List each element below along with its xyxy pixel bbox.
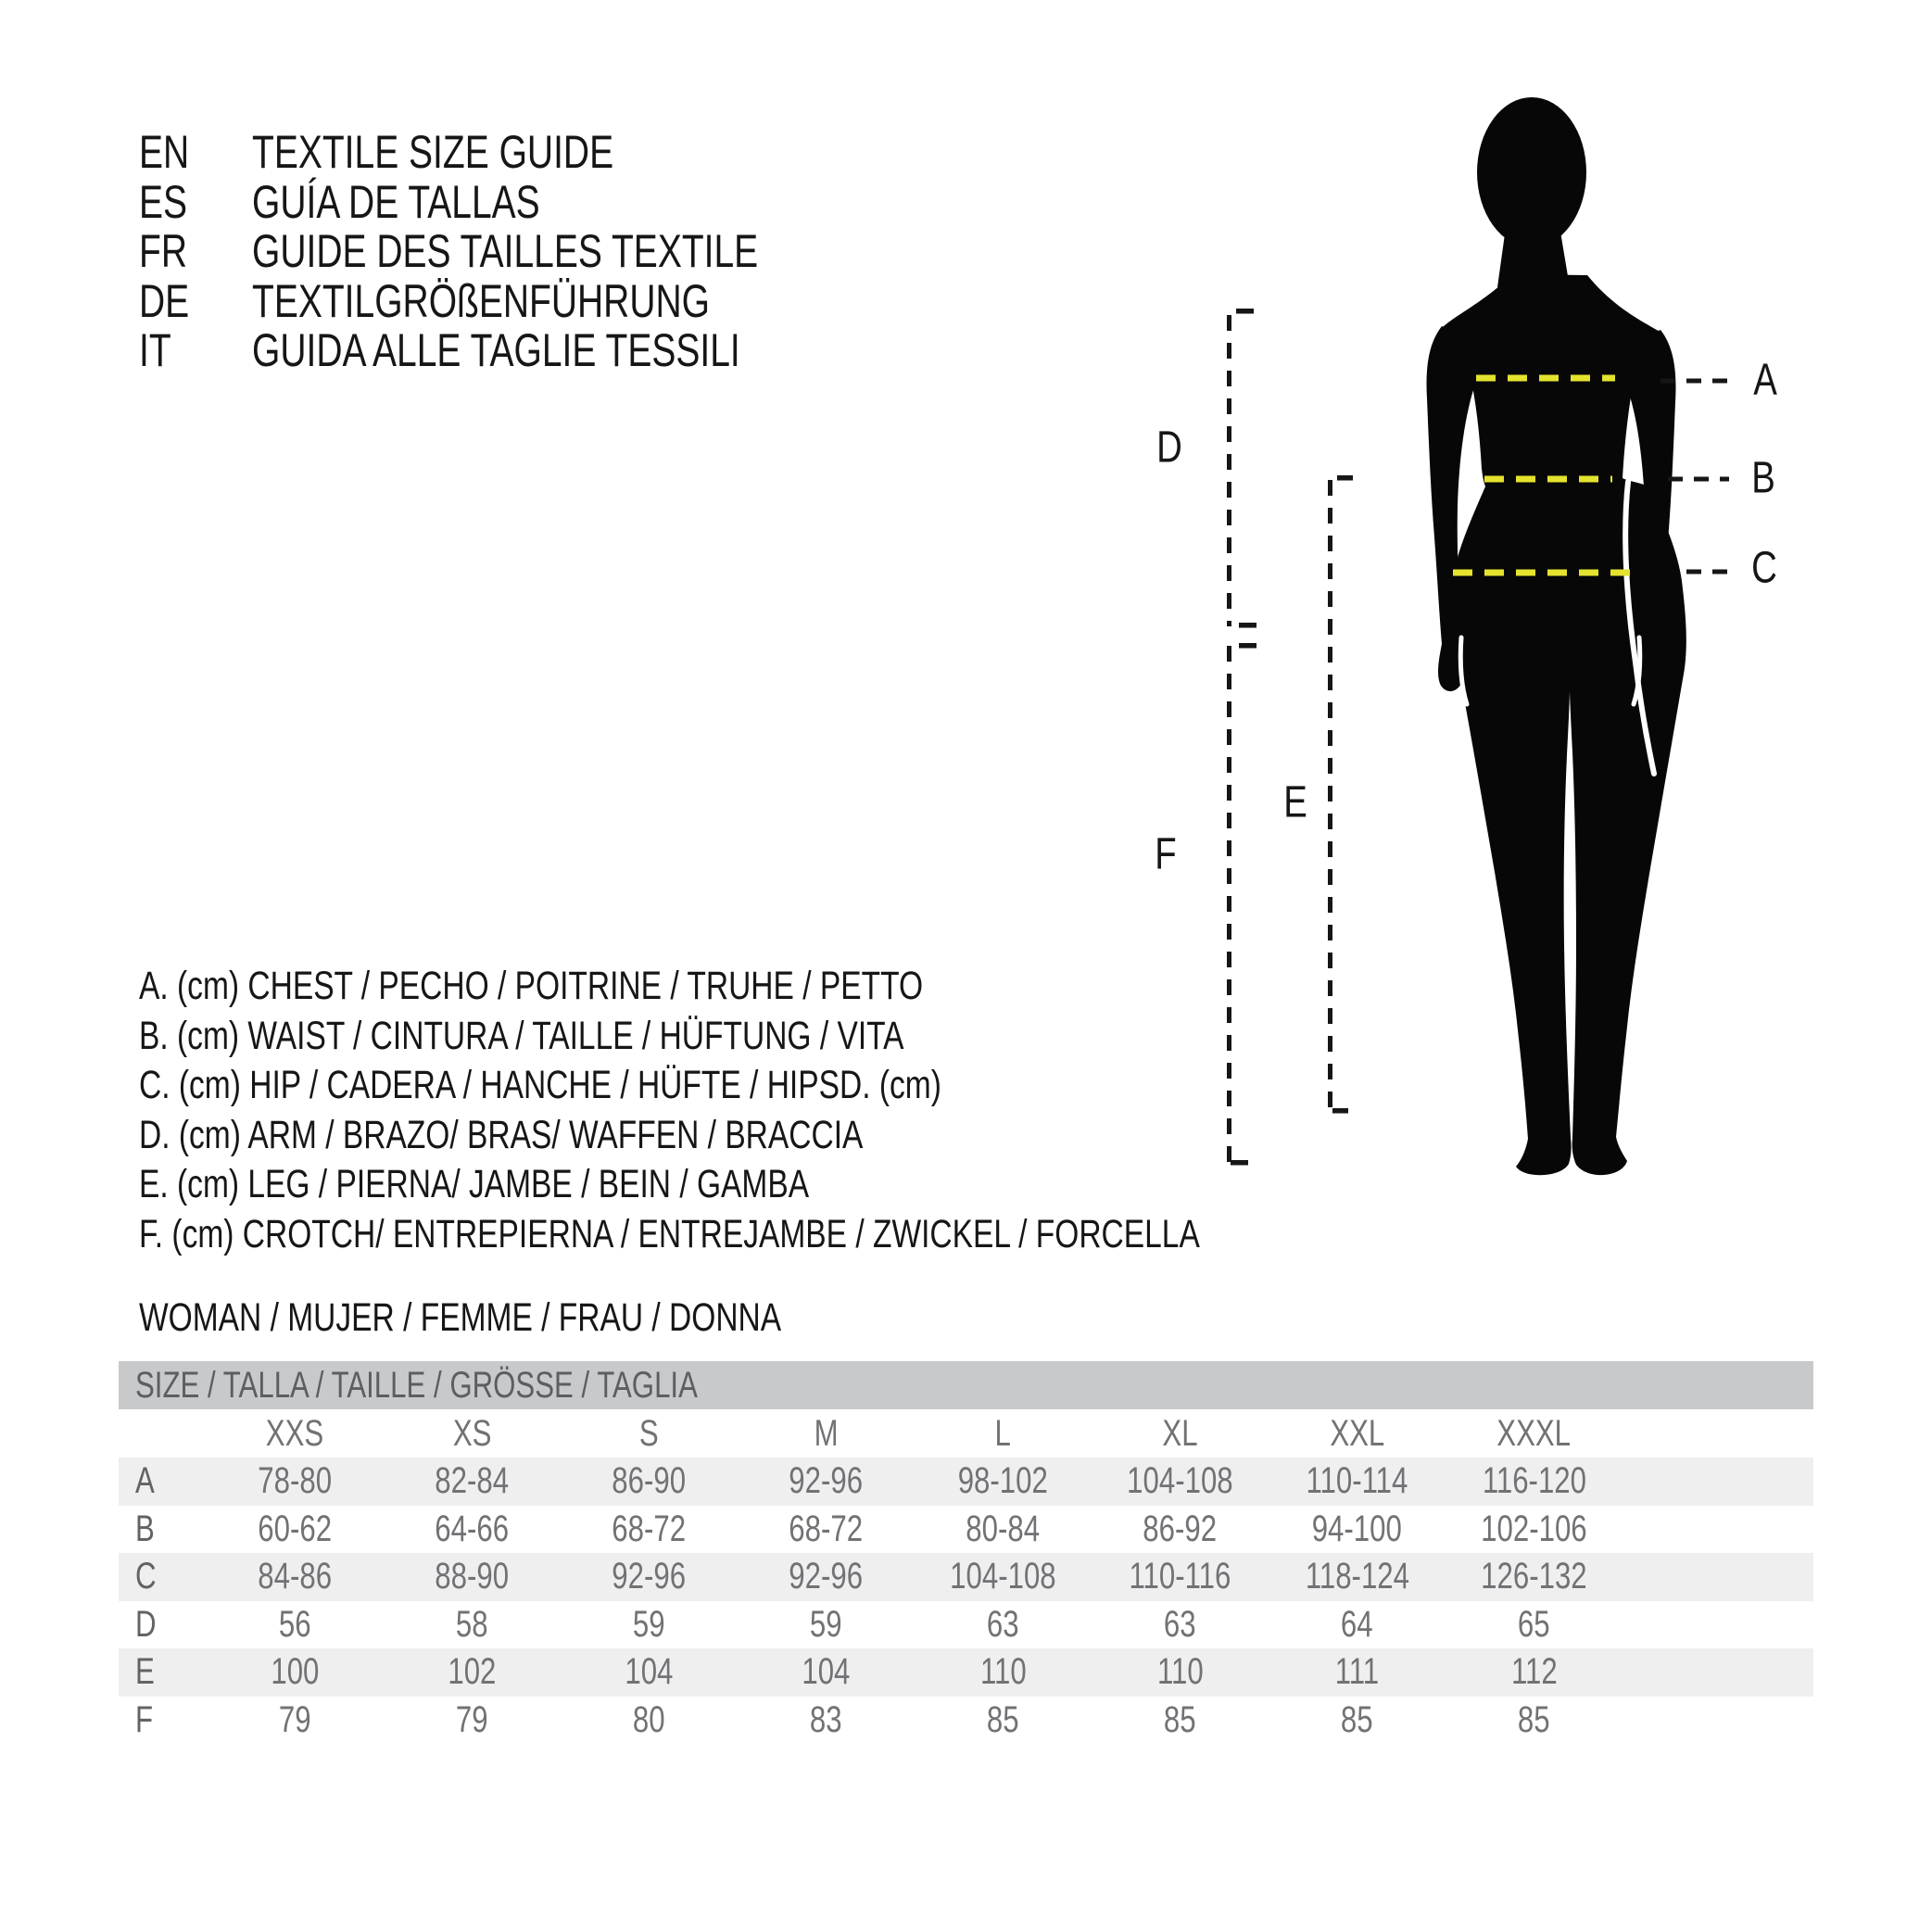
- table-cell-text: 85: [1341, 1698, 1373, 1740]
- figure-letter-waist: B: [1751, 453, 1775, 503]
- table-cell: [738, 1508, 915, 1550]
- woman-silhouette-figure: [1140, 83, 1853, 1195]
- table-cell: [1092, 1651, 1269, 1693]
- table-row: [119, 1553, 1813, 1601]
- table-cell-text: 63: [1164, 1603, 1196, 1645]
- table-cell: [384, 1556, 561, 1597]
- table-cell: [1269, 1604, 1446, 1646]
- table-cell-text: 104-108: [1127, 1460, 1233, 1502]
- table-cell: [1269, 1460, 1446, 1502]
- table-cell-text: 110-116: [1129, 1556, 1231, 1597]
- table-cell: [561, 1699, 738, 1741]
- table-cell-text: 110-114: [1306, 1460, 1408, 1502]
- language-code: [139, 175, 201, 228]
- size-column-header-text: XL: [1162, 1412, 1198, 1454]
- language-code-text: FR: [139, 225, 187, 277]
- language-title: [252, 274, 839, 327]
- table-cell: [1269, 1556, 1446, 1597]
- table-cell-text: 82-84: [435, 1460, 510, 1502]
- figure-letter-leg: E: [1283, 777, 1307, 827]
- gender-heading-text: WOMAN / MUJER / FEMME / FRAU / DONNA: [139, 1295, 782, 1340]
- table-cell: [1269, 1651, 1446, 1693]
- table-cell-text: 100: [271, 1651, 320, 1693]
- size-column-header: [1269, 1413, 1446, 1455]
- language-title-text: TEXTILGRÖßENFÜHRUNG: [252, 274, 711, 327]
- table-cell-text: 118-124: [1305, 1556, 1409, 1597]
- size-column-header-text: XS: [452, 1412, 492, 1454]
- table-cell-text: 86-92: [1143, 1508, 1218, 1549]
- table-row: [119, 1697, 1813, 1745]
- row-label-text: C: [135, 1556, 157, 1597]
- table-cell: [1092, 1460, 1269, 1502]
- table-row: [119, 1458, 1813, 1506]
- row-label-text: A: [135, 1460, 155, 1502]
- table-cell: [561, 1604, 738, 1646]
- table-cell: [561, 1651, 738, 1693]
- table-cell: [1269, 1699, 1446, 1741]
- table-cell: [207, 1460, 384, 1502]
- table-cell: [915, 1460, 1092, 1502]
- table-cell-text: 79: [456, 1698, 488, 1740]
- table-cell: [738, 1651, 915, 1693]
- table-cell: [915, 1556, 1092, 1597]
- language-code: [139, 326, 180, 376]
- table-cell-text: 102: [448, 1651, 497, 1693]
- table-cell: [738, 1556, 915, 1597]
- table-cell: [1446, 1699, 1623, 1741]
- table-cell-text: 112: [1510, 1651, 1558, 1693]
- table-cell: [207, 1651, 384, 1693]
- language-title-text: GUIDA ALLE TAGLIE TESSILI: [252, 324, 740, 376]
- table-cell-text: 80: [633, 1698, 665, 1740]
- size-column-header-text: S: [639, 1412, 659, 1454]
- table-row: [119, 1506, 1813, 1554]
- table-cell-text: 59: [633, 1603, 665, 1645]
- gender-heading: [139, 1294, 963, 1343]
- size-table-header-bar: [119, 1361, 1813, 1409]
- measure-legend-text: F. (cm) CROTCH/ ENTREPIERNA / ENTREJAMBE / ZWICKEL / FORCELLA: [139, 1211, 1200, 1256]
- figure-letter-chest: A: [1753, 355, 1777, 405]
- table-cell: [384, 1699, 561, 1741]
- size-column-header: [1092, 1413, 1269, 1455]
- measure-ticks: [1231, 309, 1353, 1166]
- table-cell: [1092, 1556, 1269, 1597]
- table-row: [119, 1601, 1813, 1649]
- table-cell: [561, 1460, 738, 1502]
- table-cell-text: 68-72: [612, 1508, 687, 1549]
- language-code-text: EN: [139, 126, 190, 178]
- table-cell: [1446, 1556, 1623, 1597]
- table-cell: [384, 1651, 561, 1693]
- size-column-header: [561, 1413, 738, 1455]
- language-title-text: GUÍA DE TALLAS: [252, 175, 540, 228]
- table-cell-text: 64: [1341, 1603, 1373, 1645]
- table-cell-text: 98-102: [957, 1460, 1049, 1502]
- table-cell: [207, 1604, 384, 1646]
- table-cell-text: 85: [987, 1698, 1019, 1740]
- table-cell: [738, 1604, 915, 1646]
- table-cell: [384, 1460, 561, 1502]
- table-cell-text: 104: [802, 1651, 851, 1693]
- size-column-header: [738, 1413, 915, 1455]
- table-cell-text: 88-90: [435, 1556, 510, 1597]
- table-cell: [1092, 1699, 1269, 1741]
- figure-letter-crotch: F: [1155, 829, 1177, 879]
- table-cell-text: 102-106: [1481, 1508, 1587, 1549]
- measure-legend-text: E. (cm) LEG / PIERNA/ JAMBE / BEIN / GAMBA: [139, 1162, 810, 1206]
- size-column-header-text: XXL: [1330, 1412, 1384, 1454]
- row-label: [119, 1699, 207, 1741]
- table-cell: [207, 1556, 384, 1597]
- table-cell: [384, 1508, 561, 1550]
- table-cell: [207, 1508, 384, 1550]
- language-title: [252, 227, 901, 277]
- measure-legend-text: B. (cm) WAIST / CINTURA / TAILLE / HÜFTUNG / VITA: [139, 1013, 904, 1058]
- size-columns-row: [119, 1409, 1813, 1458]
- size-column-header: [207, 1413, 384, 1455]
- size-column-header-text: M: [814, 1412, 839, 1454]
- row-label-text: F: [135, 1698, 154, 1740]
- table-cell: [1092, 1604, 1269, 1646]
- size-column-header: [384, 1413, 561, 1455]
- language-title: [252, 175, 621, 228]
- table-row: [119, 1648, 1813, 1697]
- size-table-body: [119, 1458, 1813, 1744]
- measure-legend-text: A. (cm) CHEST / PECHO / POITRINE / TRUHE / PETTO: [139, 964, 924, 1008]
- table-cell: [738, 1699, 915, 1741]
- table-cell-text: 85: [1518, 1698, 1550, 1740]
- table-cell-text: 65: [1518, 1603, 1550, 1645]
- table-cell-text: 86-90: [612, 1460, 687, 1502]
- size-table: [119, 1361, 1813, 1744]
- language-code: [139, 128, 203, 178]
- size-column-header: [915, 1413, 1092, 1455]
- table-cell: [915, 1508, 1092, 1550]
- table-cell-text: 59: [810, 1603, 842, 1645]
- table-cell-text: 111: [1334, 1651, 1380, 1693]
- table-cell-text: 116-120: [1482, 1460, 1586, 1502]
- measure-legend-text: C. (cm) HIP / CADERA / HANCHE / HÜFTE / HIPSD. (cm): [139, 1063, 941, 1107]
- language-code: [139, 227, 201, 277]
- row-label: [119, 1651, 207, 1693]
- table-cell-text: 63: [987, 1603, 1019, 1645]
- table-cell-text: 110: [1156, 1651, 1204, 1693]
- table-cell: [915, 1699, 1092, 1741]
- table-cell: [561, 1508, 738, 1550]
- measure-legend-text: D. (cm) ARM / BRAZO/ BRAS/ WAFFEN / BRACCIA: [139, 1112, 864, 1157]
- table-cell: [738, 1460, 915, 1502]
- row-label: [119, 1604, 207, 1646]
- table-cell-text: 58: [456, 1603, 488, 1645]
- table-cell: [915, 1651, 1092, 1693]
- table-cell: [915, 1604, 1092, 1646]
- table-cell: [1446, 1460, 1623, 1502]
- figure-letter-hip: C: [1751, 543, 1777, 593]
- table-cell-text: 64-66: [435, 1508, 510, 1549]
- size-table-header-text: SIZE / TALLA / TAILLE / GRÖSSE / TAGLIA: [135, 1364, 698, 1406]
- row-label: [119, 1460, 207, 1502]
- table-cell-text: 110: [979, 1651, 1027, 1693]
- language-code: [139, 274, 203, 327]
- row-label-text: D: [135, 1603, 157, 1645]
- table-cell-text: 68-72: [789, 1508, 864, 1549]
- language-title-text: GUIDE DES TAILLES TEXTILE: [252, 225, 759, 277]
- table-cell-text: 104-108: [950, 1556, 1056, 1597]
- size-column-header-text: XXS: [266, 1412, 324, 1454]
- row-label-text: B: [135, 1508, 155, 1549]
- language-title: [252, 326, 878, 376]
- language-code-text: DE: [139, 274, 190, 327]
- table-cell-text: 84-86: [258, 1556, 333, 1597]
- size-column-header-text: L: [994, 1412, 1012, 1454]
- table-cell: [1446, 1604, 1623, 1646]
- table-cell: [1092, 1508, 1269, 1550]
- size-column-header: [1446, 1413, 1623, 1455]
- table-cell-text: 126-132: [1481, 1556, 1587, 1597]
- row-label-text: E: [135, 1651, 155, 1693]
- table-cell-text: 94-100: [1311, 1508, 1403, 1549]
- table-cell-text: 78-80: [258, 1460, 333, 1502]
- row-label: [119, 1508, 207, 1550]
- language-title: [252, 128, 715, 178]
- language-title-text: TEXTILE SIZE GUIDE: [252, 126, 614, 178]
- table-cell-text: 80-84: [966, 1508, 1041, 1549]
- language-code-text: IT: [139, 324, 171, 376]
- table-cell-text: 56: [279, 1603, 311, 1645]
- table-cell: [1446, 1508, 1623, 1550]
- table-cell: [384, 1604, 561, 1646]
- table-cell-text: 85: [1164, 1698, 1196, 1740]
- table-cell-text: 104: [625, 1651, 674, 1693]
- table-cell: [207, 1699, 384, 1741]
- measure-legend-line: [139, 1210, 1499, 1260]
- table-cell: [561, 1556, 738, 1597]
- table-cell: [1446, 1651, 1623, 1693]
- table-cell-text: 92-96: [789, 1556, 864, 1597]
- table-cell-text: 79: [279, 1698, 311, 1740]
- table-cell-text: 92-96: [612, 1556, 687, 1597]
- table-cell-text: 60-62: [258, 1508, 333, 1549]
- woman-silhouette: [1427, 97, 1686, 1175]
- table-cell-text: 92-96: [789, 1460, 864, 1502]
- size-column-header-text: XXXL: [1496, 1412, 1572, 1454]
- table-cell-text: 83: [810, 1698, 842, 1740]
- row-label: [119, 1556, 207, 1597]
- table-cell: [1269, 1508, 1446, 1550]
- figure-letter-arm: D: [1156, 423, 1182, 473]
- language-code-text: ES: [139, 175, 188, 228]
